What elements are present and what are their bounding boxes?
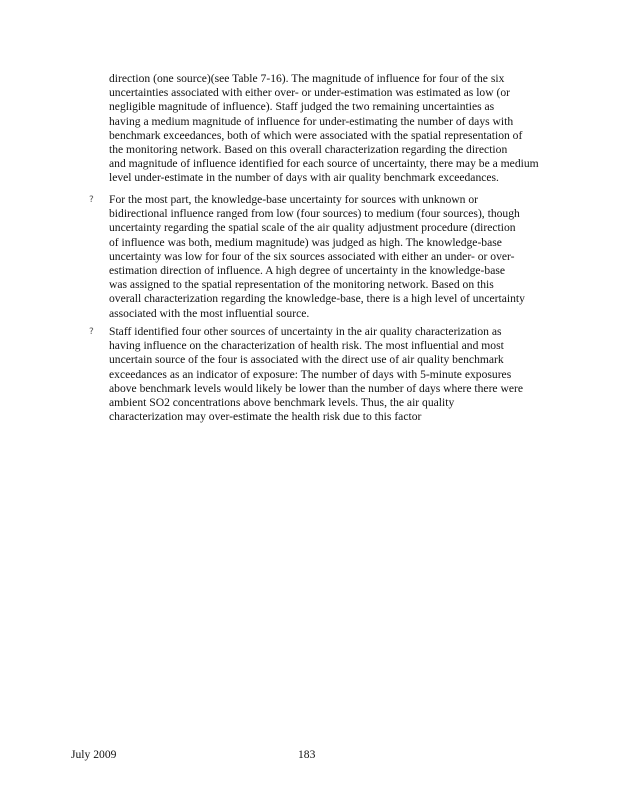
paragraph-knowledge-base bbox=[109, 193, 579, 321]
page-number: 183 bbox=[298, 748, 316, 761]
paragraph-direction-magnitude bbox=[109, 72, 579, 186]
text-line: estimation direction of influence. A high degree of uncertainty in the knowledge-base bbox=[109, 264, 505, 278]
text-line: characterization may over-estimate the health risk due to this factor bbox=[109, 410, 422, 424]
text-line: and magnitude of influence identified for each source of uncertainty, there may be a medium bbox=[109, 157, 539, 171]
text-line: having a medium magnitude of influence for under-estimating the number of days with bbox=[109, 114, 514, 128]
text-line: ambient SO2 concentrations above benchmark levels. Thus, the air quality bbox=[109, 396, 455, 410]
text-line: benchmark exceedances, both of which were associated with the spatial representation of bbox=[109, 128, 523, 142]
text-line: overall characterization regarding the knowledge-base, there is a high level of uncertainty bbox=[109, 292, 525, 306]
text-line: of influence was both, medium magnitude) was judged as high. The knowledge-base bbox=[109, 235, 502, 249]
text-line: uncertainties associated with either over- or under-estimation was estimated as low (or bbox=[109, 86, 510, 100]
text-line: exceedances as an indicator of exposure: The number of days with 5-minute exposures bbox=[109, 367, 512, 381]
text-line: For the most part, the knowledge-base uncertainty for sources with unknown or bbox=[109, 193, 478, 206]
text-line: direction (one source)(see Table 7-16). The magnitude of influence for four of the six bbox=[109, 72, 505, 85]
bullet-marker: ? bbox=[89, 195, 94, 205]
bullet-marker: ? bbox=[89, 327, 94, 337]
text-line: associated with the most influential source. bbox=[109, 306, 310, 320]
text-line: bidirectional influence ranged from low (four sources) to medium (four sources), though bbox=[109, 207, 520, 221]
text-line: uncertain source of the four is associated with the direct use of air quality benchmark bbox=[109, 353, 504, 367]
text-line: the monitoring network. Based on this overall characterization regarding the direction bbox=[109, 143, 508, 157]
text-line: Staff identified four other sources of uncertainty in the air quality characterization as bbox=[109, 325, 502, 338]
text-line: level under-estimate in the number of days with air quality benchmark exceedances. bbox=[109, 171, 499, 185]
text-line: was assigned to the spatial representation of the monitoring network. Based on this bbox=[109, 278, 494, 292]
text-line: above benchmark levels would likely be lower than the number of days where there were bbox=[109, 381, 524, 395]
text-line: uncertainty regarding the spatial scale of the air quality adjustment procedure (direction bbox=[109, 221, 516, 235]
footer-date: July 2009 bbox=[71, 748, 117, 761]
paragraph-other-sources bbox=[109, 325, 579, 424]
text-line: having influence on the characterization of health risk. The most influential and most bbox=[109, 339, 504, 353]
text-line: negligible magnitude of influence). Staff judged the two remaining uncertainties as bbox=[109, 100, 495, 114]
text-line: uncertainty was low for four of the six sources associated with either an under- or over- bbox=[109, 249, 515, 263]
